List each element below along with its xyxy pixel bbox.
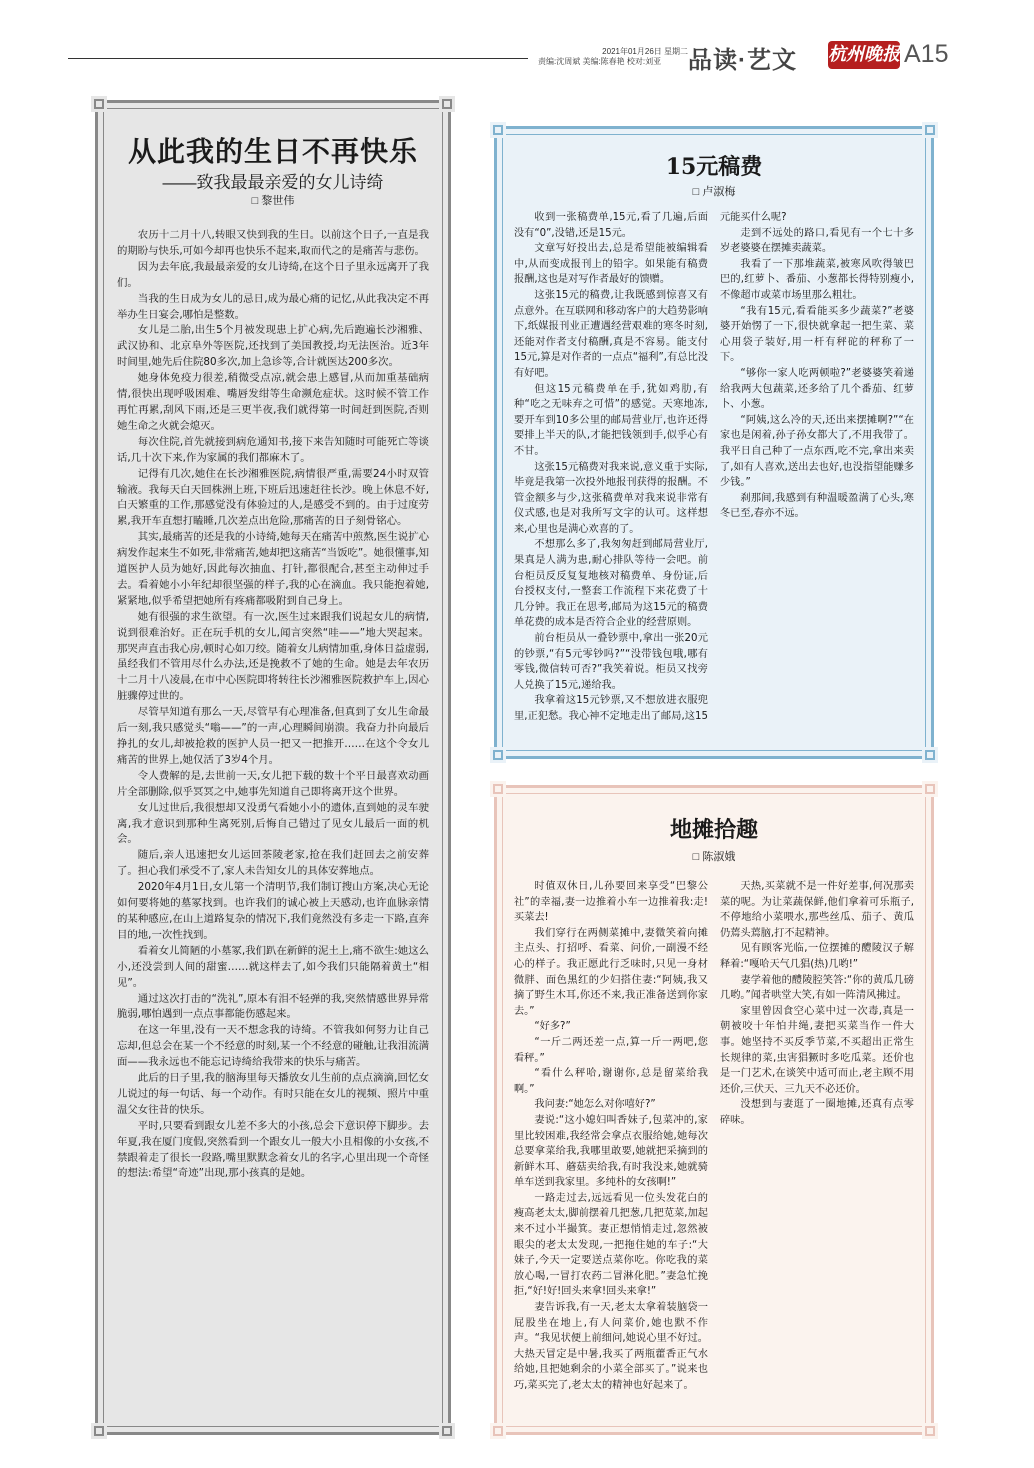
article-subtitle: ——致我最最亲爱的女儿诗绮 [162, 173, 384, 192]
article-author: □ 卢淑梅 [692, 186, 736, 198]
article-title: 地摊拾趣 [669, 817, 758, 843]
paragraph: 时值双休日,儿孙要回来享受“巴黎公社”的幸福,妻一边推着小车一边推着我:走!买菜去! [514, 881, 708, 924]
article-body [514, 879, 914, 1419]
paragraph: 女儿是二胎,出生5个月被发现患上扩心病,先后跑遍长沙湘雅、武汉协和、北京阜外等医院,还找到了美国教授,均无法医治。近3年时间里,她先后住院80多次,加上急诊等,合计就医达200多次。 [117, 324, 429, 369]
paragraph: 没想到与妻逛了一圈地摊,还真有点零碎味。 [720, 1099, 914, 1126]
frame-corner [490, 747, 506, 763]
paragraph: 通过这次打击的“洗礼”,原本有泪不轻弹的我,突然情感世界异常脆弱,哪怕遇到一点点事都能伤感起来。 [117, 992, 429, 1021]
frame-corner [490, 122, 506, 138]
frame-corner [922, 781, 938, 797]
paragraph: 我看了一下那堆蔬菜,被寒风吹得皱巴巴的,红萝卜、番茄、小葱都长得特别瘦小,不像超市或菜市场里那么粗壮。 [720, 258, 914, 301]
paragraph: “我有15元,看看能买多少蔬菜?”老婆婆开始愣了一下,很快就拿起一把生菜、菜心用袋子装好,用一杆有秤砣的秤称了一下。 [720, 305, 914, 364]
paragraph: 女儿过世后,我很想却又没勇气看她小小的遗体,直到她的灵车驶离,我才意识到那种生离死别,后悔自己错过了见女儿最后一面的机会。 [117, 801, 429, 846]
paragraph: 收到一张稿费单,15元,看了几遍,后面没有“0”,没错,还是15元。 [514, 212, 708, 239]
header-meta [538, 47, 688, 67]
paragraph: 天热,买菜就不是一件好差事,何况那卖菜的呢。为让菜蔬保鲜,他们拿着可乐瓶子,不停地给小菜喂水,那些丝瓜、茄子、黄瓜仍蔫头蔫脑,打不起精神。 [720, 881, 914, 939]
paragraph: 此后的日子里,我的脑海里每天播放女儿生前的点点滴滴,回忆女儿说过的每一句话、每一个动作。有时只能在女儿的视频、照片中重温父女往昔的快乐。 [117, 1072, 429, 1116]
paragraph: 但这15元稿费单在手,犹如鸡肋,有种“吃之无味弃之可惜”的感觉。天寒地冻,要开车到10多公里的邮局营业厅,也许还得要排上半天的队,才能把钱领到手,似乎心有不甘。 [514, 383, 708, 457]
article-street-stall [494, 785, 934, 1435]
paragraph: 妻说:“这小媳妇叫香妹子,包菜冲的,家里比较困难,我经常会拿点衣服给她,她每次总要拿菜给我,我哪里敢要,她就把采摘到的新鲜木耳、蘑菇卖给我,有时我没来,她就骑单车送到我家里。多纯朴的女孩啊!” [514, 1114, 708, 1189]
page-number: A15 [904, 40, 949, 68]
paragraph: 我们穿行在两侧菜摊中,妻微笑着向摊主点头、打招呼、看菜、问价,一副漫不经心的样子。我正愿此行乏味时,只见一身材微胖、面色黑红的少妇搭住妻:“阿姨,我又摘了野生木耳,你还不来,我正准备送到你家去。” [514, 927, 708, 1017]
paragraph: 文章写好投出去,总是希望能被编辑看中,从而变成报刊上的铅字。如果能有稿费报酬,这也是对写作者最好的馈赠。 [514, 243, 708, 286]
article-15-yuan-fee [494, 126, 934, 759]
paragraph: 平时,只要看到跟女儿差不多大的小孩,总会下意识停下脚步。去年夏,我在厦门度假,突然看到一个跟女儿一般大小且相像的小女孩,不禁跟着走了很长一段路,嘴里默默念着女儿的名字,心里出现一个奇怪的想法:希望“奇迹”出现,那小孩真的是她。 [117, 1119, 429, 1180]
paragraph: 妻告诉我,有一天,老太太拿着装脑袋一屁股坐在地上,有人问菜价,她也默不作声。“我见状便上前细问,她说心里不好过。大热天冒定是中暑,我买了两瓶藿香正气水给她,且把她剩余的小菜全部买了。”说来也巧,菜买完了,老太太的精神也好起来了。 [514, 1302, 708, 1391]
issue-date: 2021年01月26日 星期二 [602, 47, 688, 56]
article-title: 15元稿费 [665, 154, 763, 180]
paragraph: “好多?” [534, 1021, 571, 1033]
article-body [514, 210, 914, 740]
paragraph: 令人费解的是,去世前一天,女儿把下载的数十个平日最喜欢动画片全部删除,似乎冥冥之中,她事先知道自己即将离开这个世界。 [117, 769, 429, 798]
paragraph: 当我的生日成为女儿的忌日,成为最心痛的记忆,从此我决定不再举办生日宴会,哪怕是整数。 [117, 292, 429, 321]
frame-corner [922, 1423, 938, 1439]
paragraph: 记得有几次,她住在长沙湘雅医院,病情很严重,需要24小时双管输液。我每天白天回株洲上班,下班后迅速赶往长沙。晚上休息不好,白天繁重的工作,那感觉没有体验过的人,是感受不到的。由于过度劳累,我开车直想打瞌睡,几次差点出危险,那痛苦的日子刻骨铭心。 [117, 467, 429, 528]
header-rule [68, 58, 528, 59]
frame-corner [490, 1423, 506, 1439]
paragraph: “看什么秤哈,谢谢你,总是留菜给我啊。” [514, 1068, 708, 1095]
paragraph: 她有很强的求生欲望。有一次,医生过来跟我们说起女儿的病情,说到很难治好。正在玩手机的女儿,闻言突然“哇——”地大哭起来。那哭声直击我心房,顿时心如刀绞。随着女儿病情加重,身体日益虚弱,虽经我们不管用尽什么办法,还是挽救不了她的生命。她是去年农历十二月十八凌晨,在市中心医院即将转往长沙湘雅医院救护车上,因心脏骤停过世的。 [117, 610, 429, 703]
paragraph: 在这一年里,没有一天不想念我的诗绮。不管我如何努力让自己忘却,但总会在某一个不经意的时刻,某一个不经意的碰触,让我泪流满面——我永远也不能忘记诗绮给我带来的快乐与痛苦。 [117, 1024, 429, 1069]
frame-corner [91, 96, 107, 112]
article-author: □ 陈淑娥 [692, 851, 736, 863]
article-title: 从此我的生日不再快乐 [127, 135, 418, 168]
paragraph: “够你一家人吃两顿啦?”老婆婆笑着递给我两大包蔬菜,还多给了几个番茄、红萝卜、小葱。 [720, 367, 914, 411]
article-author: □ 黎世伟 [251, 195, 295, 207]
article-body [117, 228, 429, 1182]
paragraph: “阿姨,这么冷的天,还出来摆摊啊?”“在家也是闲着,孙子孙女都大了,不用我带了。我平日自己种了一点东西,吃不完,拿出来卖了,如有人喜欢,送出去也好,也没指望能赚多少钱。” [720, 414, 914, 489]
paragraph: 走到不远处的路口,看见有一个七十多岁老婆婆在摆摊卖蔬菜。 [720, 227, 914, 255]
article-birthday [95, 100, 451, 1435]
frame-corner [439, 1423, 455, 1439]
paragraph: 见有顾客光临,一位摆摊的醴陵汉子解释着:“嘎哈天气几猖(热)几哟!” [720, 943, 914, 970]
paragraph: 这张15元稿费对我来说,意义重于实际,毕竟是我第一次投外地报刊获得的报酬。不管金额多与少,这张稿费单对我来说非常有仪式感,也是对我所写文字的认可。这样想来,心里也是满心欢喜的了。 [514, 461, 708, 535]
editors-credit: 责编:沈周斌 美编:陈春艳 校对:刘亚 [538, 57, 662, 66]
paragraph: 随后,亲人迅速把女儿运回茶陵老家,抢在我们赶回去之前安葬了。担心我们承受不了,家人未告知女儿的具体安葬地点。 [117, 849, 429, 878]
paragraph: 我问妻:“她怎么对你嘻好?” [534, 1099, 656, 1111]
paragraph: 这张15元的稿费,让我既感到惊喜又有点意外。在互联网和移动客户的大趋势影响下,纸媒报刊业正遭遇经营艰难的寒冬时刻,还能对作者支付稿酬,真是不容易。能支付15元,算是对作者的一点点“福利”,有总比没有好吧。 [514, 289, 708, 379]
paragraph: 一路走过去,远远看见一位头发花白的瘦高老太太,脚前摆着几把葱,几把苋菜,加起来不过小半撮箕。妻正想悄悄走过,忽然被眼尖的老太太发现,一把拖住她的车子:“大妹子,今天一定要送点菜你吃。你吃我的菜放心喝,一冒打农药二冒淋化肥。”妻急忙挽拒,“好!好!回头来拿!回头来拿!” [514, 1192, 708, 1298]
paragraph: “一斤二两还差一点,算一斤一两吧,您看秤。” [514, 1036, 708, 1064]
paragraph: 因为去年底,我最最亲爱的女儿诗绮,在这个日子里永远离开了我们。 [117, 260, 429, 289]
paragraph: 刹那间,我感到有种温暖盈满了心头,寒冬已至,春亦不远。 [720, 492, 914, 520]
paragraph: 每次住院,首先就接到病危通知书,接下来告知随时可能死亡等谈话,几十次下来,作为家属的我们都麻木了。 [117, 435, 429, 464]
frame-corner [439, 96, 455, 112]
paragraph: 她身体免疫力很差,稍微受点凉,就会患上感冒,从而加重基础病情,很快出现呼吸困难、嘴唇发绀等生命濒危症状。这时候不管工作再忙再累,刮风下雨,还是三更半夜,我们就得第一时间赶到医院,否则她生命之火就会熄灭。 [117, 372, 429, 432]
paragraph: 尽管早知道有那么一天,尽管早有心理准备,但真到了女儿生命最后一刻,我只感觉头“嗡——”的一声,心理瞬间崩溃。我奋力扑向最后挣扎的女儿,却被抢救的医护人员一把又一把推开……在这个令女儿痛苦的世界上,她仅活了3岁4个月。 [117, 706, 429, 766]
paragraph: 家里曾因食空心菜中过一次毒,真是一朝被咬十年怕井绳,妻把买菜当作一件大事。她坚持不买反季节菜,不买超出正常生长规律的菜,虫害猖獗时多吃瓜菜。还价也是一门艺术,在谈笑中适可而止,老主顾不用还价,三伏天、三九天不必还价。 [720, 1005, 914, 1095]
paragraph: 不想那么多了,我匆匆赶到邮局营业厅,果真是人满为患,耐心排队等待一会吧。前台柜员反反复复地核对稿费单、身份证,后台授权支付,一整套工作流程下来花费了十几分钟。我正在思考,邮局为这15元的稿费单花费的成本是否符合企业的经营原则。 [514, 539, 708, 629]
section-title: 品读·艺文 [688, 47, 797, 74]
frame-corner [922, 122, 938, 138]
paragraph: 我拿着这15元钞票,又不想放进衣服兜里,正犯愁。我心神不定地走出了邮局,这15元能买什么呢? [514, 212, 787, 722]
paragraph: 前台柜员从一叠钞票中,拿出一张20元的钞票,“有5元零钞吗?”“没带钱包哦,哪有零钱,微信转可否?”我笑着说。柜员又找旁人兑换了15元,递给我。 [514, 633, 708, 691]
paragraph: 其实,最痛苦的还是我的小诗绮,她每天在痛苦中煎熬,医生说扩心病发作起来生不如死,非常痛苦,她却把这痛苦“当饭吃”。她很懂事,知道医护人员为她好,因此每次抽血、打针,都很配合,甚至主动伸过手去。看着她小小年纪却很坚强的样子,我的心在滴血。我只能抱着她,紧紧地,似乎希望把她所有疼痛都吸附到自己身上。 [117, 531, 429, 607]
paragraph: 看着女儿简陋的小墓冢,我们趴在新鲜的泥土上,痛不欲生:她这么小,还没尝到人间的甜蜜……就这样去了,如今我们只能隔着黄土“相见”。 [117, 944, 429, 989]
paragraph: 农历十二月十八,转眼又快到我的生日。以前这个日子,一直是我的期盼与快乐,可如今却再也快乐不起来,取而代之的是痛苦与悲伤。 [117, 229, 429, 257]
paragraph: 2020年4月1日,女儿第一个清明节,我们制订搜山方案,决心无论如何要将她的墓冢找到。也许我们的诚心被上天感动,也许血脉亲情的某种感应,在山上道路复杂的情况下,我们竟然没有多走一下路,直奔目的地,一次性找到。 [117, 881, 429, 941]
paragraph: 妻学着他的醴陵腔笑答:“你的黄瓜几磅几哟。”闻者哄堂大笑,有如一阵清风拂过。 [720, 974, 914, 1002]
frame-corner [91, 1423, 107, 1439]
newspaper-logo: 杭州晚报 [828, 41, 900, 69]
frame-corner [922, 747, 938, 763]
frame-corner [490, 781, 506, 797]
